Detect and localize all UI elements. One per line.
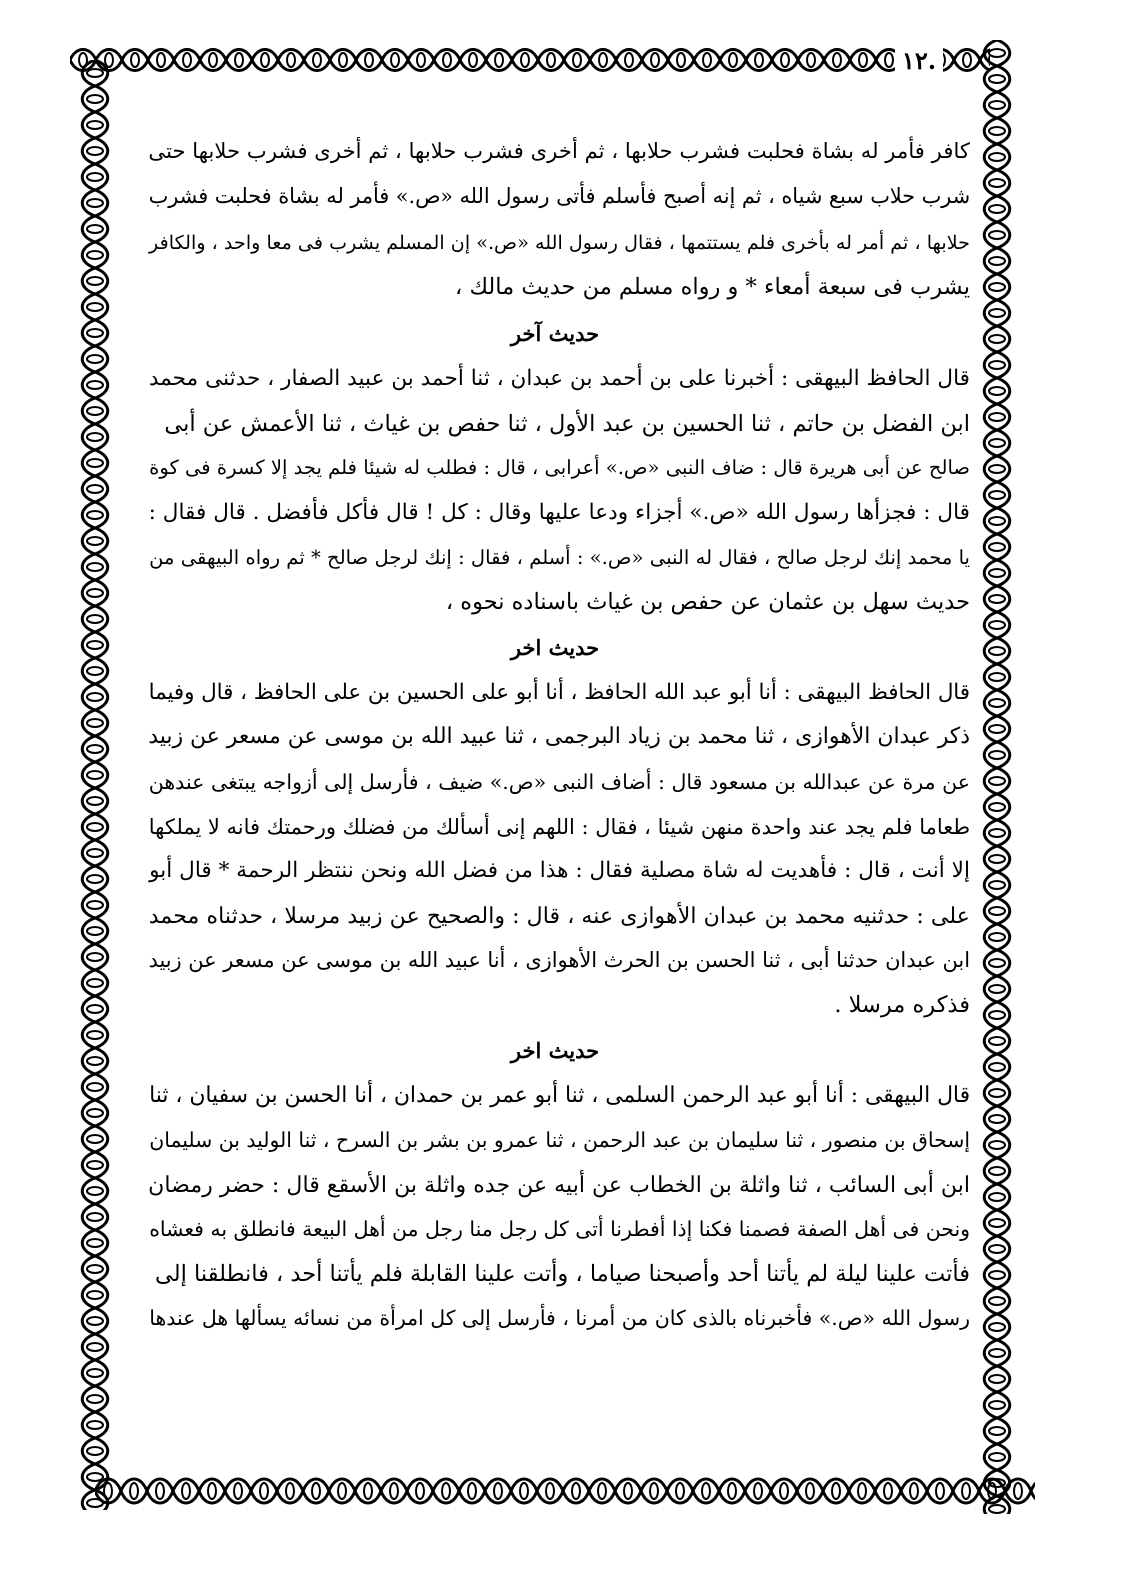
paragraph [140, 357, 970, 625]
text-line: إلا أنت ، قال : فأهديت له شاة مصلية فقال : هذا من فضل الله ونحن ننتظر الرحمة * قال أبو [149, 858, 970, 884]
ornamental-border-bottom [95, 1468, 1035, 1514]
text-block [140, 128, 970, 1458]
ornamental-border-right [972, 40, 1022, 1514]
text-line: قال الحافظ البيهقى : أخبرنا على بن أحمد بن عبدان ، ثنا أحمد بن عبيد الصفار ، حدثنى محمد [148, 366, 970, 392]
text-line: ذكر عبدان الأهوازى ، ثنا محمد بن زياد البرجمى ، ثنا عبيد الله بن موسى عن مسعر عن زبيد [148, 724, 970, 750]
text-line: شرب حلاب سبع شياه ، ثم إنه أصبح فأسلم فأتى رسول الله «ص.» فأمر له بشاة فحلبت فشرب [148, 183, 970, 208]
text-line: يا محمد إنك لرجل صالح ، فقال له النبى «ص.» : أسلم ، فقال : إنك لرجل صالح * ثم رواه البيهقى من [149, 545, 970, 569]
text-line: حديث سهل بن عثمان عن حفص بن غياث باسناده نحوه ، [445, 589, 970, 616]
text-line: طعاما فلم يجد عند واحدة منهن شيئا ، فقال : اللهم إنى أسألك من فضلك ورحمتك فانه لا يملكها [148, 814, 970, 839]
text-line: كافر فأمر له بشاة فحلبت فشرب حلابها ، ثم أخرى فشرب حلابها ، ثم أخرى فشرب حلابها حتى [148, 138, 970, 163]
text-line: يشرب فى سبعة أمعاء * و رواه مسلم من حديث مالك ، [455, 274, 970, 301]
text-line: ابن أبى السائب ، ثنا واثلة بن الخطاب عن أبيه عن جده واثلة بن الأسقع قال : حضر رمضان [148, 1171, 970, 1198]
section-heading: حديث اخر [510, 634, 600, 660]
text-line: على : حدثنيه محمد بن عبدان الأهوازى عنه ، قال : والصحيح عن زبيد مرسلا ، حدثناه محمد [148, 902, 970, 929]
page-number: ١٢. [895, 44, 943, 78]
ornamental-border-top [70, 40, 990, 80]
text-line: قال : فجزأها رسول الله «ص.» أجزاء ودعا عليها وقال : كل ! قال فأكل فأفضل . قال فقال : [148, 499, 970, 525]
text-line: ابن عبدان حدثنا أبى ، ثنا الحسن بن الحرث الأهوازى ، أنا عبيد الله بن موسى عن مسعر عن زبيد [148, 948, 970, 973]
text-line: حلابها ، ثم أمر له بأخرى فلم يستتمها ، فقال رسول الله «ص.» إن المسلم يشرب فى معا واحد ، والكافر [149, 230, 970, 254]
text-line: قال البيهقى : أنا أبو عبد الرحمن السلمى ، ثنا أبو عمر بن حمدان ، أنا الحسن بن سفيان ، ثنا [149, 1082, 970, 1108]
text-line: رسول الله «ص.» فأخبرناه بالذى كان من أمرنا ، فأرسل إلى كل امرأة من نسائه يسألها هل عندها [149, 1306, 970, 1331]
text-line: عن مرة عن عبدالله بن مسعود قال : أضاف النبى «ص.» ضيف ، فأرسل إلى أزواجه يبتغى عندهن [148, 769, 970, 794]
text-line: فذكره مرسلا . [834, 991, 970, 1018]
text-line: فأتت علينا ليلة لم يأتنا أحد وأصبحنا صياما ، وأتت علينا القابلة فلم يأتنا أحد ، فانطلقنا إلى [155, 1260, 970, 1287]
text-line: إسحاق بن منصور ، ثنا سليمان بن عبد الرحمن ، ثنا عمرو بن بشر بن السرح ، ثنا الوليد بن سليمان [149, 1128, 970, 1153]
paragraph [140, 1074, 970, 1342]
text-line: ونحن فى أهل الصفة فصمنا فكنا إذا أفطرنا أتى كل رجل منا رجل من أهل البيعة فانطلق به فعشاه [149, 1217, 970, 1242]
text-line: صالح عن أبى هريرة قال : ضاف النبى «ص.» أعرابى ، قال : فطلب له شيئا فلم يجد إلا كسرة فى كوة [149, 456, 970, 480]
text-line: قال الحافظ البيهقى : أنا أبو عبد الله الحافظ ، أنا أبو على الحسين بن على الحافظ ، قال وفيما [148, 679, 970, 705]
paragraph [140, 128, 970, 311]
ornamental-border-left [70, 60, 120, 1510]
section-heading: حديث آخر [510, 321, 600, 347]
text-line: ابن الفضل بن حاتم ، ثنا الحسين بن عبد الأول ، ثنا حفص بن غياث ، ثنا الأعمش عن أبى [164, 410, 970, 437]
paragraph [140, 671, 970, 1028]
section-heading: حديث اخر [510, 1037, 600, 1063]
